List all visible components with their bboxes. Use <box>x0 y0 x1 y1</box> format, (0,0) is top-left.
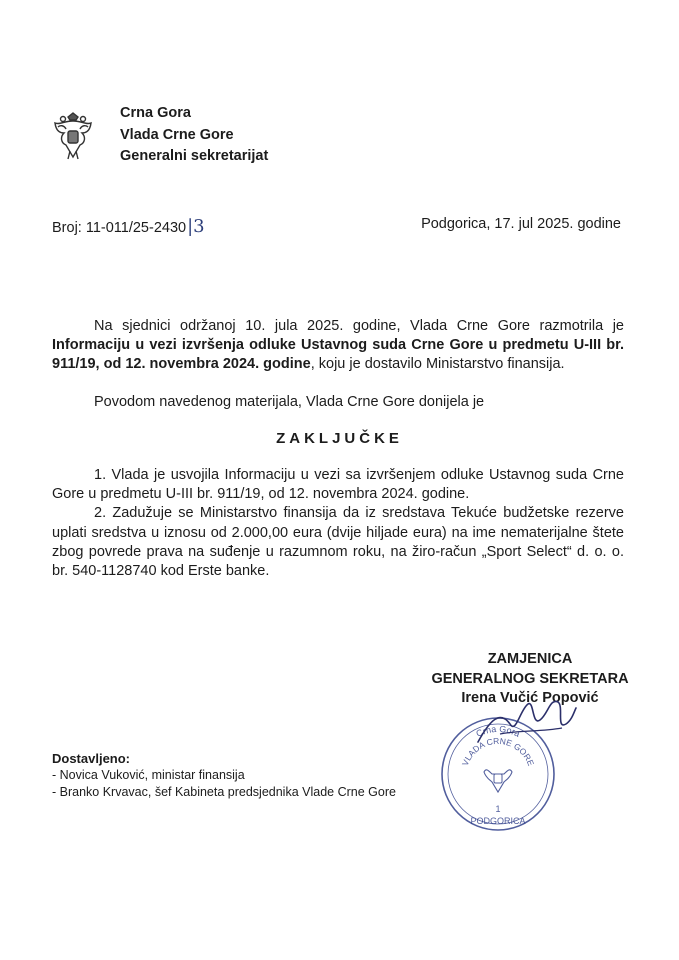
paragraph-decision: Povodom navedenog materijala, Vlada Crne Gore donijela je <box>94 394 485 410</box>
montenegro-coat-of-arms-icon <box>52 111 94 163</box>
stamp-number: 1 <box>495 804 501 814</box>
header-government: Vlada Crne Gore <box>120 126 234 143</box>
signatory-title-1: ZAMJENICA <box>487 651 573 667</box>
stamp-middle-text: VLADA CRNE GORE <box>459 735 537 768</box>
handwritten-suffix: |3 <box>187 216 205 237</box>
paragraph-intro-bold: Informaciju u vezi izvršenja odluke Ustavnog suda Crne Gore u predmetu U-III br. 911/19, od 12. novembra 2024. godine <box>52 337 624 373</box>
reference-number-text: Broj: 11-011/25-2430 <box>52 220 187 236</box>
conclusions-list <box>52 466 624 581</box>
signatory-title-2: GENERALNOG SEKRETARA <box>431 670 629 687</box>
conclusion-item-2: 2. Zadužuje se Ministarstvo finansija da iz sredstava Tekuće budžetske rezerve uplati sredstva u iznosu od 2.000,00 eura (dvije hiljade eura) na ime nematerijalne štete zbog povrede prava na suđenje u razumnom roku, na žiro-račun „Sport Select“ d. o. o. br. 540-1128740 kod Erste banke. <box>52 505 624 580</box>
place-date: Podgorica, 17. jul 2025. godine <box>421 216 621 232</box>
distribution-title: Dostavljeno: <box>52 751 131 766</box>
conclusions-heading: ZAKLJUČKE <box>276 430 403 447</box>
stamp-bottom-text: PODGORICA <box>470 816 526 826</box>
distribution-list <box>52 750 396 801</box>
conclusion-item-1: 1. Vlada je usvojila Informaciju u vezi sa izvršenjem odluke Ustavnog suda Crne Gore u predmetu U-III br. 911/19, od 12. novembra 2024. godine. <box>52 467 624 503</box>
handwritten-signature <box>470 690 580 760</box>
distribution-item: - Branko Krvavac, šef Kabineta predsjednika Vlade Crne Gore <box>52 785 396 799</box>
header-country: Crna Gora <box>120 105 191 121</box>
reference-number <box>52 216 205 237</box>
paragraph-intro: Na sjednici održanoj 10. jula 2025. godine, Vlada Crne Gore razmotrila je Informaciju u vezi izvršenja odluke Ustavnog suda Crne Gore u predmetu U-III br. 911/19, od 12. novembra 2024. godine, koju je dostavilo Ministarstvo finansija. <box>52 318 624 373</box>
signatory-name: Irena Vučić Popović <box>461 690 599 706</box>
distribution-item: - Novica Vuković, ministar finansija <box>52 768 245 782</box>
stamp-top-text: Crna Gora <box>474 723 522 739</box>
header-secretariat: Generalni sekretarijat <box>120 148 269 164</box>
